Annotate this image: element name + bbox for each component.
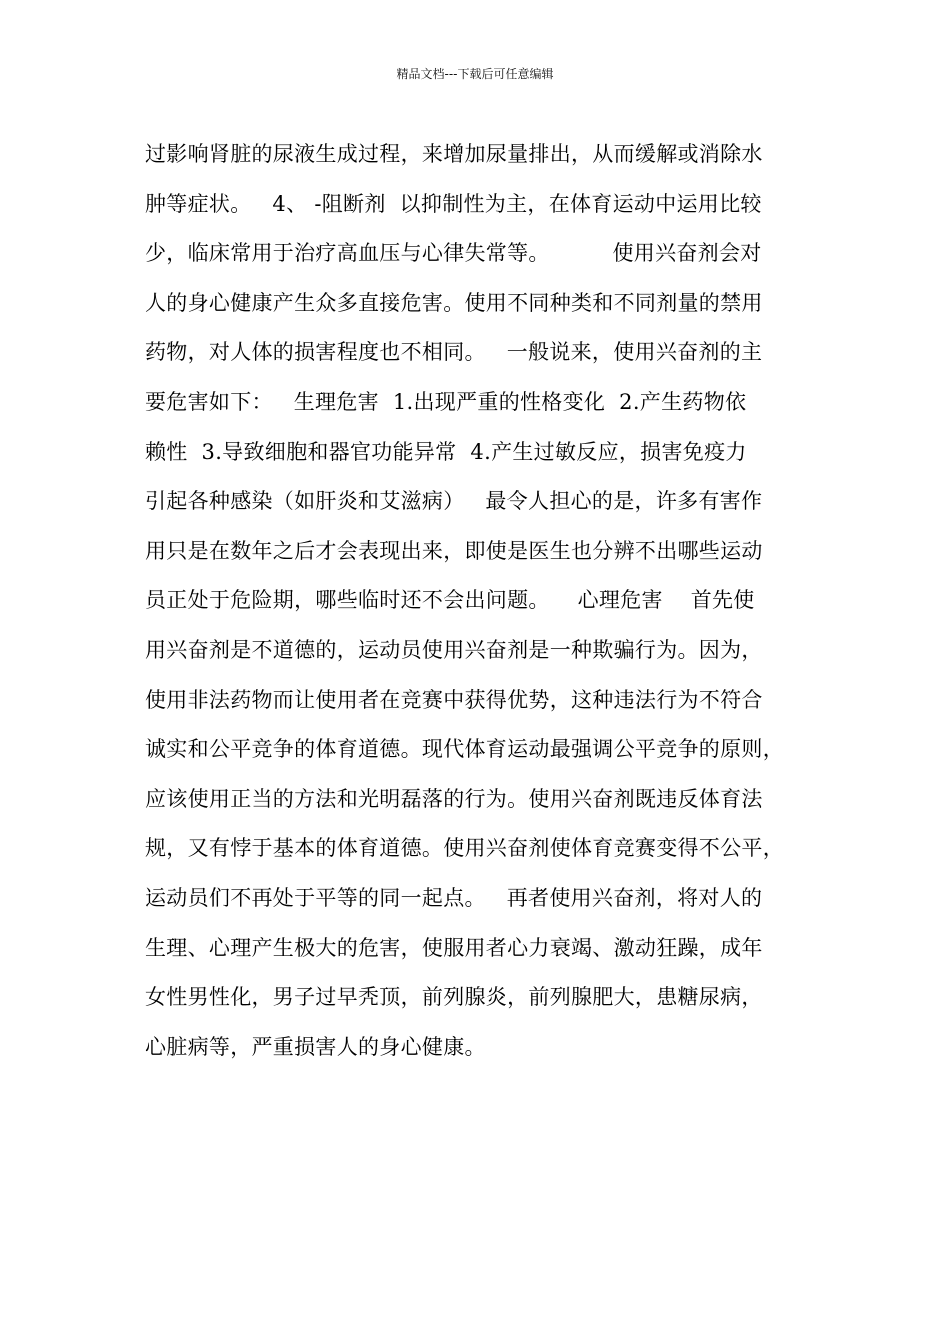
text-line: 赖性 3.导致细胞和器官功能异常 4.产生过敏反应，损害免疫力 [145, 439, 747, 464]
text-line: 应该使用正当的方法和光明磊落的行为。使用兴奋剂既违反体育法 [145, 786, 763, 811]
text-line: 药物，对人体的损害程度也不相同。 一般说来，使用兴奋剂的主 [145, 340, 763, 365]
text-line: 人的身心健康产生众多直接危害。使用不同种类和不同剂量的禁用 [145, 290, 763, 315]
text-line: 过影响肾脏的尿液生成过程，来增加尿量排出，从而缓解或消除水 [145, 142, 763, 166]
text-line: 使用非法药物而让使用者在竞赛中获得优势，这种违法行为不符合 [145, 687, 763, 712]
text-line: 员正处于危险期，哪些临时还不会出问题。 心理危害 首先使 [145, 588, 755, 613]
text-line: 用兴奋剂是不道德的，运动员使用兴奋剂是一种欺骗行为。因为， [145, 637, 763, 662]
text-line: 引起各种感染（如肝炎和艾滋病） 最令人担心的是，许多有害作 [145, 489, 763, 514]
text-line: 女性男性化，男子过早秃顶，前列腺炎，前列腺肥大，患糖尿病， [145, 985, 763, 1010]
text-line: 用只是在数年之后才会表现出来，即使是医生也分辨不出哪些运动 [145, 538, 763, 563]
body-paragraph [145, 130, 825, 1072]
page-header: 精品文档---下载后可任意编辑 [396, 67, 554, 81]
text-line: 心脏病等，严重损害人的身心健康。 [145, 1034, 486, 1059]
text-line: 生理、心理产生极大的危害，使服用者心力衰竭、激动狂躁，成年 [145, 935, 763, 960]
text-line: 肿等症状。 4、 -阻断剂 以抑制性为主，在体育运动中运用比较 [145, 191, 762, 216]
text-line: 诚实和公平竞争的体育道德。现代体育运动最强调公平竞争的原则， [145, 737, 784, 762]
text-line: 运动员们不再处于平等的同一起点。 再者使用兴奋剂，将对人的 [145, 885, 763, 910]
text-line: 要危害如下： 生理危害 1.出现严重的性格变化 2.产生药物依 [145, 389, 747, 414]
text-line: 少，临床常用于治疗高血压与心律失常等。 使用兴奋剂会对 [145, 241, 762, 266]
text-line: 规，又有悖于基本的体育道德。使用兴奋剂使体育竞赛变得不公平， [145, 836, 784, 861]
